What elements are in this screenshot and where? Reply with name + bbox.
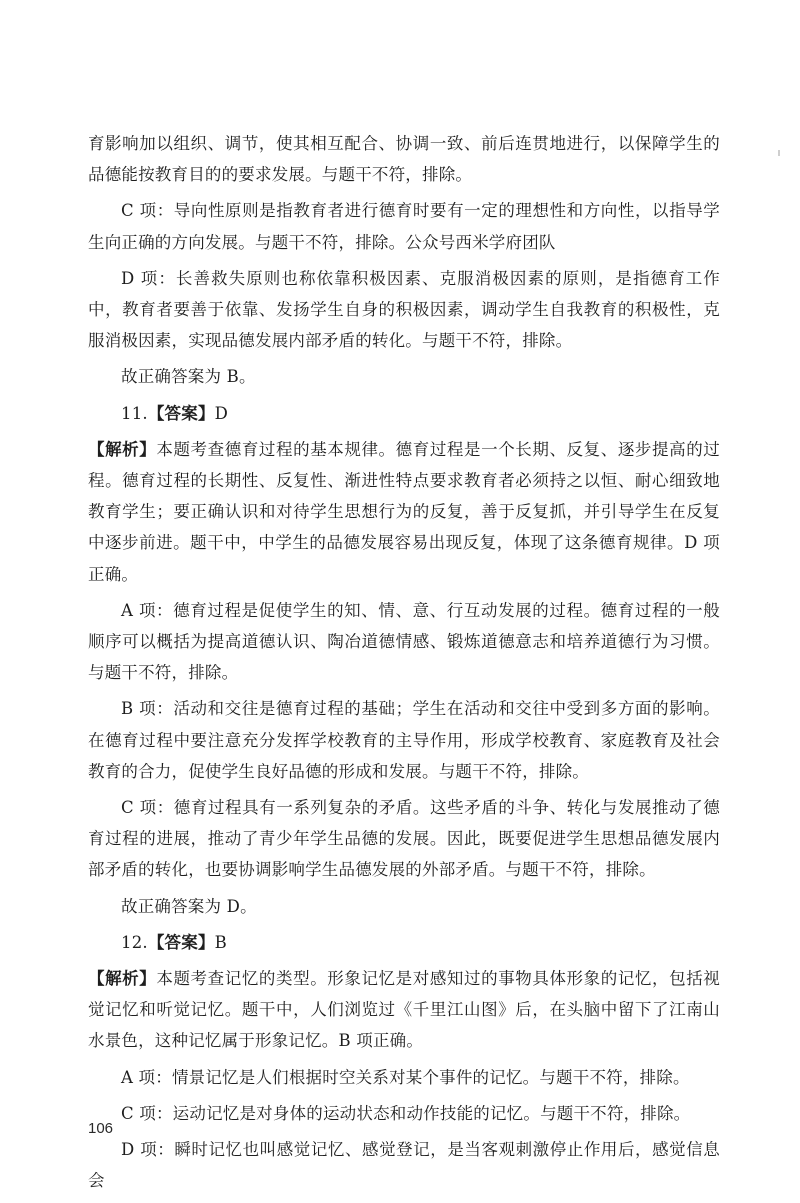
paragraph-text: B 项：活动和交往是德育过程的基础；学生在活动和交往中受到多方面的影响。在德育过程中要注意充分发挥学校教育的主导作用，形成学校教育、家庭教育及社会教育的合力，促使学生良好品德的形成和发展。与题干不符，排除。 xyxy=(88,699,720,781)
paragraph xyxy=(88,195,720,257)
question-number: 12. xyxy=(121,932,148,952)
answer-line xyxy=(88,927,720,958)
question-number: 11. xyxy=(121,403,148,423)
analysis-label: 【解析】 xyxy=(88,969,157,989)
paragraph-text: D 项：瞬时记忆也叫感觉记忆、感觉登记，是当客观刺激停止作用后，感觉信息会 xyxy=(88,1140,720,1191)
paragraph xyxy=(88,128,720,190)
answer-label: 【答案】 xyxy=(147,403,215,423)
paragraph xyxy=(88,693,720,787)
paragraph-text: C 项：德育过程具有一系列复杂的矛盾。这些矛盾的斗争、转化与发展推动了德育过程的进展，推动了青少年学生品德的发展。因此，既要促进学生思想品德发展内部矛盾的转化，也要协调影响学生品德发展的外部矛盾。与题干不符，排除。 xyxy=(88,798,720,880)
paragraph-text: 本题考查记忆的类型。形象记忆是对感知过的事物具体形象的记忆，包括视觉记忆和听觉记忆。题干中，人们浏览过《千里江山图》后，在头脑中留下了江南山水景色，这种记忆属于形象记忆。B 项正确。 xyxy=(88,969,720,1051)
answer-value: B xyxy=(214,932,227,952)
paragraph-text: A 项：德育过程是促使学生的知、情、意、行互动发展的过程。德育过程的一般顺序可以概括为提高道德认识、陶冶道德情感、锻炼道德意志和培养道德行为习惯。与题干不符，排除。 xyxy=(88,600,720,683)
paragraph-text: D 项：长善救失原则也称依靠积极因素、克服消极因素的原则，是指德育工作中，教育者要善于依靠、发扬学生自身的积极因素，调动学生自我教育的积极性，克服消极因素，实现品德发展内部矛盾的转化。与题干不符，排除。 xyxy=(88,268,720,351)
paragraph-text: 故正确答案为 B。 xyxy=(121,367,256,387)
paragraph xyxy=(88,1098,720,1129)
paragraph-text: A 项：情景记忆是人们根据时空关系对某个事件的记忆。与题干不符，排除。 xyxy=(121,1067,690,1087)
paragraph-text: 本题考查德育过程的基本规律。德育过程是一个长期、反复、逐步提高的过程。德育过程的长期性、反复性、渐进性特点要求教育者必须持之以恒、耐心细致地教育学生；要正确认识和对待学生思想行为的反复，善于反复抓，并引导学生在反复中逐步前进。题干中，中学生的品德发展容易出现反复，体现了这条德育规律。D 项正确。 xyxy=(88,439,720,584)
paragraph-text: C 项：运动记忆是对身体的运动状态和动作技能的记忆。与题干不符，排除。 xyxy=(121,1103,691,1123)
paragraph xyxy=(88,263,720,357)
paragraph xyxy=(88,1134,720,1196)
paragraph xyxy=(88,792,720,886)
scan-edge-mark xyxy=(778,150,780,156)
paragraph xyxy=(88,595,720,689)
paragraph xyxy=(88,891,720,922)
analysis-paragraph xyxy=(88,963,720,1057)
page-number: 106 xyxy=(88,1120,114,1137)
answer-value: D xyxy=(214,403,229,423)
answer-label: 【答案】 xyxy=(147,932,215,952)
analysis-label: 【解析】 xyxy=(88,439,157,459)
answer-line xyxy=(88,398,720,429)
page-body xyxy=(88,128,720,1202)
paragraph-text: 育影响加以组织、调节，使其相互配合、协调一致、前后连贯地进行，以保障学生的品德能按教育目的的要求发展。与题干不符，排除。 xyxy=(88,134,720,185)
paragraph xyxy=(88,361,720,392)
paragraph xyxy=(88,1062,720,1093)
paragraph-text: 故正确答案为 D。 xyxy=(121,896,257,916)
paragraph-text: C 项：导向性原则是指教育者进行德育时要有一定的理想性和方向性，以指导学生向正确的方向发展。与题干不符，排除。公众号西米学府团队 xyxy=(88,201,720,252)
analysis-paragraph xyxy=(88,434,720,590)
